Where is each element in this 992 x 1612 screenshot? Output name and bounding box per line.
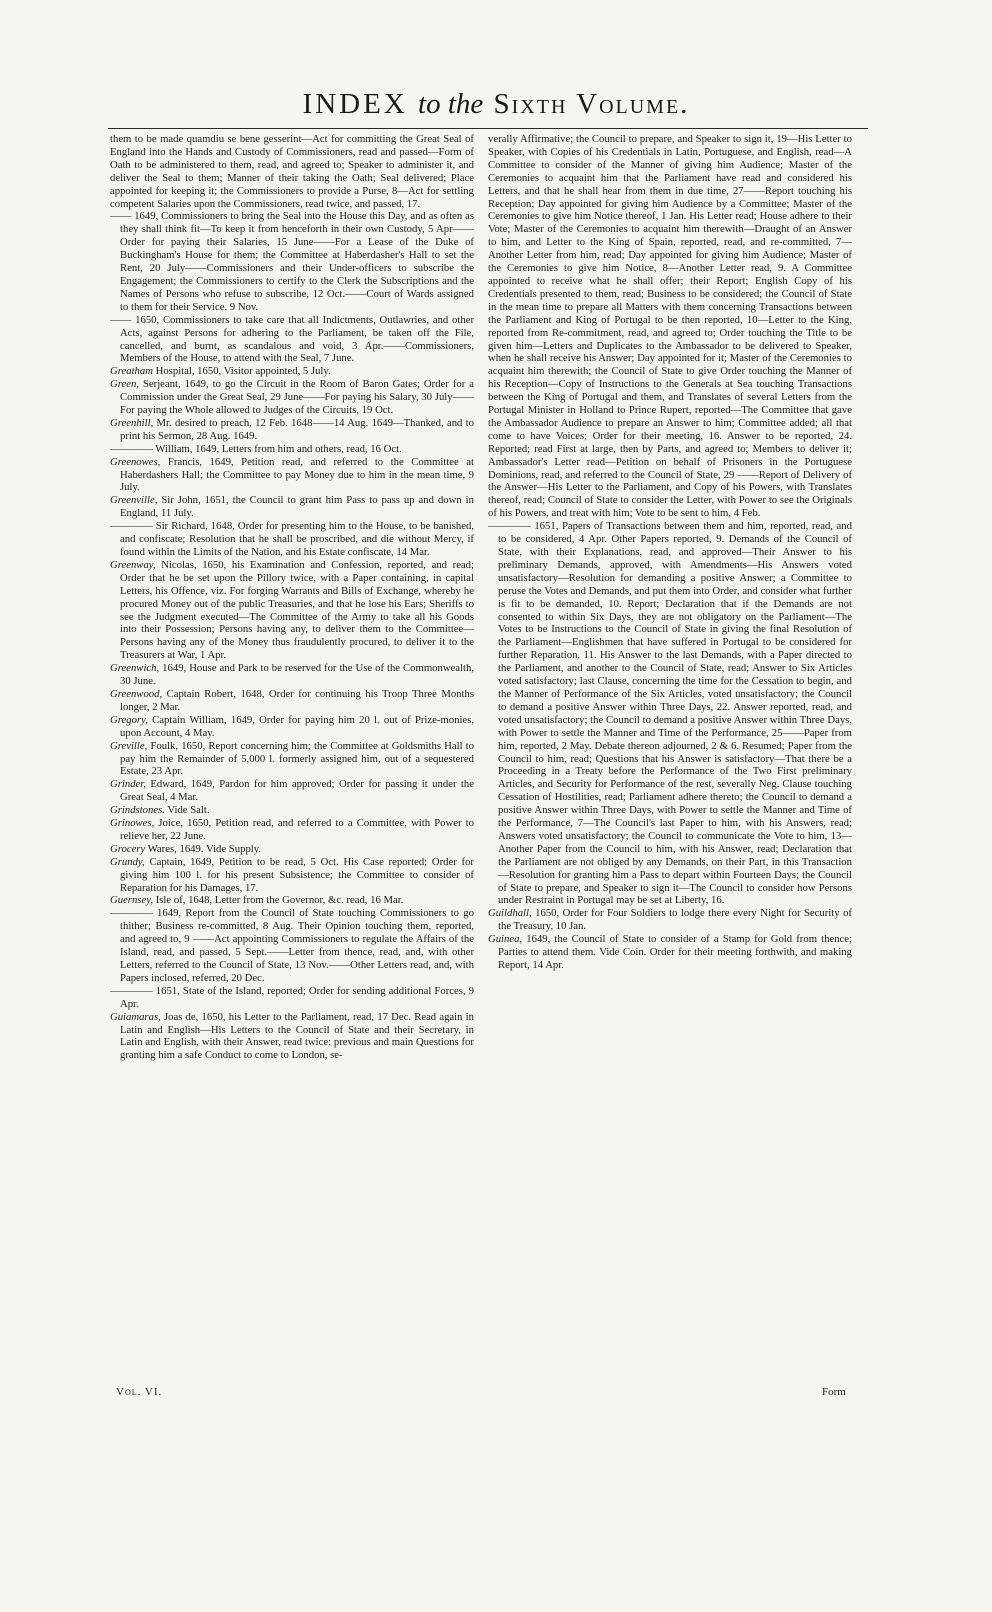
- entry-text: —— 1649, Commissioners to bring the Seal into the House this Day, and as often as they shall think fit—To keep it from henceforth in their own Custody, 5 Apr——Order for paying their Salaries, 15 June——For a Lease of the Duke of Buckingham's House for them; the Committee at Haberdasher's Hall to set the Rent, 20 July——Commissioners and their Under-officers to subscribe the Engagement; the Commissioners to certify to the Clerk the Subscriptions and the Names of Persons who refuse to subscribe, 12 Oct.——Court of Wards assigned to them for their Service. 9 Nov.: [110, 210, 474, 313]
- index-entry: [110, 778, 474, 804]
- index-entry: [110, 1011, 474, 1063]
- page-title: [0, 88, 992, 121]
- entry-heading: Greenhill,: [110, 416, 154, 429]
- title-index: INDEX: [302, 88, 408, 120]
- entry-text: Sir John, 1651, the Council to grant him Pass to pass up and down in England, 11 July.: [120, 494, 474, 520]
- entry-text: Foulk, 1650, Report concerning him; the Committee at Goldsmiths Hall to pay him the Remainder of 5,000 l. formerly assigned him, out of a sequestered Estate, 23 Apr.: [120, 739, 474, 778]
- index-entry: [110, 378, 474, 417]
- entry-heading: Grindstones.: [110, 804, 165, 817]
- entry-heading: Grocery: [110, 842, 146, 855]
- entry-text: 1650, Order for Four Soldiers to lodge there every Night for Security of the Treasury, 10 Jan.: [498, 907, 852, 933]
- entry-text: Joice, 1650, Petition read, and referred to a Committee, with Power to relieve her, 22 June.: [120, 817, 474, 842]
- index-entry: [110, 688, 474, 714]
- entry-text: Francis, 1649, Petition read, and referred to the Committee at Haberdashers Hall; the Committee to pay Money due to him in the mean time, 9 July.: [120, 455, 474, 494]
- index-entry: [110, 494, 474, 520]
- index-entry: [110, 907, 474, 984]
- entry-text: them to be made quamdiu se bene gesserint—Act for committing the Great Seal of England into the Hands and Custody of Commissioners, read and passed—Form of Oath to be administered to them, read, and agreed to; Speaker to administer it, and deliver the Seal to them; Manner of their taking the Oath; Seal delivered; Place appointed for keeping it; the Commissioners to provide a Purse, 8—Act for settling competent Salaries upon the Commissioners, read twice, and passed, 17.: [110, 133, 474, 210]
- entry-text: Edward, 1649, Pardon for him approved; Order for passing it under the Great Seal, 4 Mar.: [120, 778, 474, 804]
- entry-text: 1649, House and Park to be reserved for the Use of the Commonwealth, 30 June.: [120, 662, 474, 688]
- entry-heading: Greenwich,: [110, 662, 160, 675]
- entry-heading: Gregory,: [110, 713, 148, 726]
- entry-text: verally Affirmative; the Council to prepare, and Speaker to sign it, 19—His Letter to Speaker, with Copies of his Credentials in Latin, Portuguese, and English, read—A Committee to consider of the Manner of giving him Audience; Master of the Ceremonies to acquaint him that the Parliament have read and considered his Letters, and that he shall hear from them in due time, 27——Report touching his Reception; Day appointed for giving him Audience by a Committee; Master of the Ceremonies to give him Notice thereof, 1 Jan. His Letter read; House adhere to their Vote; Master of the Ceremonies to acquaint him therewith—Draught of an Answer to him, and Letter to the King of Spain, reported, read, and re-committed, 7—Another Letter from him, read; Day appointed for giving him Audience; Master of the Ceremonies to give him Notice, 8—Another Letter read, 9. A Committee appointed to receive what he shall offer; their Report; English Copy of his Credentials presented to them, read; Business to be considered; the Council of State in the mean time to prepare all Matters with them concerning Transactions between the Parliament and King of Portugal to be then reported, 10—Letter to the King, reported from Re-commitment, read, and agreed to; Order touching the Title to be given him—Letters and Duplicates to the Ambassador to be delivered to Speaker, when he shall receive his Answer; Day appointed for it; Master of the Ceremonies to acquaint him therewith; the Council of State to give Order touching the Manner of his Reception—Copy of Instructions to the Generals at Sea touching Transactions between the King of Portugal and them, and Translates of several Letters from the Portugal Minister in Holland to Prince Rupert, reported—The Committee that gave the Ambassador Audience to prepare an Answer to him; Committee added; all that come to have Voices; Order for their meeting, 16. Answer to be reported, 24. Reported; read First at large, then by Parts, and agreed to; Members to deliver it; Ambassador's Letter read—Petition on behalf of Prisoners in the Portuguese Dominions, read, and referred to the Council of State, 29 ——Report of Delivery of the Answer—His Letter to the Parliament, and Copy of his Powers, with Translates thereof, read; Council of State to consider the Letter, with Power to see the Originals of his Powers, and treat with him; Vote to be sent to him, 4 Feb.: [488, 133, 852, 520]
- index-entry: [110, 417, 474, 443]
- entry-heading: Grundy,: [110, 855, 145, 868]
- entry-heading: Greenwood,: [110, 687, 163, 700]
- index-entry: [488, 520, 852, 907]
- index-entry: [110, 894, 474, 907]
- index-entry: [110, 985, 474, 1011]
- index-entry: [110, 662, 474, 688]
- index-entry: [110, 559, 474, 662]
- entry-text: Captain William, 1649, Order for paying him 20 l. out of Prize-monies, upon Account, 4 May.: [120, 713, 474, 739]
- index-entry: [110, 365, 474, 378]
- title-volume: Sixth Volume.: [493, 88, 690, 120]
- entry-text: Serjeant, 1649, to go the Circuit in the Room of Baron Gates; Order for a Commission under the Great Seal, 29 June——For paying his Salary, 30 July——For paying the Whole allowed to Judges of the Circuits, 19 Oct.: [120, 378, 474, 417]
- index-entry: [110, 456, 474, 495]
- entry-text: —— 1650, Commissioners to take care that all Indictments, Outlawries, and other Acts, against Persons for adhering to the Parliament, be taken off the File, cancelled, and burnt, as scandalous and void, 3 Apr.——Commissioners, Members of the House, to attend with the Seal, 7 June.: [110, 313, 474, 365]
- entry-text: ———— 1651, Papers of Transactions between them and him, reported, read, and to be considered, 4 Apr. Other Papers reported, 9. Demands of the Council of State, with their Explanations, read, and approved—Their Answer to his preliminary Demands, approved, with Amendments—His Answers voted unsatisfactory—Resolution for demanding a positive Answer; a Committee to peruse the Votes and Demands, and put them into Order, and consider what further is fit to be demanded, 10. Report; Declaration that if the Demands are not consented to within Six Days, they are not obligatory on the Parliament—The Votes to be Instructions to the Council of State in giving the final Resolution of the Parliament—Englishmen that have suffered in Portugal to be considered for further Reparation, 11. His Answer to the last Demands, with a Paper directed to the Parliament, and another to the Council of State, read; Answer to Six Articles voted satisfactory; last Clause, concerning the time for the Cessation to begin, and the Manner of Performance of the Six Articles, voted unsatisfactory; the Council to demand a positive Answer within Three Days, 22. Answer reported, read, and voted unsatisfactory; the Council to demand a positive Answer within Three Days, with Power to settle the Manner and Time of the Performance, 25——Paper from him, reported, 2 May. Debate thereon adjourned, 2 & 6. Resumed; Paper from the Council to him, read; Questions that his Answer is satisfactory—That there be a Proceeding in a Treaty before the Performance of the Two First preliminary Articles, and Security for Performance of the rest, severally Neg. Clause touching Cessation of Hostilities, read; Parliament adhere thereto; the Council to demand a positive Answer within Three Days, with Power to settle the Manner and Time of the Performance, 7—The Council's last Paper to him, with his Answers, read; Answers voted unsatisfactory; the Council to communicate the Vote to him, 13—Another Paper from the Council to him, with his Answer, read; Declaration that the Parliament are not obliged by any Demands, on their Part, in this Transaction—Resolution for granting him a Pass to depart within Fourteen Days; the Council of State to prepare, and Speaker to sign it—The Council to consider how Persons under Restraint in Portugal may be set at Liberty, 16.: [488, 520, 852, 907]
- entry-text: Captain, 1649, Petition to be read, 5 Oct. His Case reported; Order for giving him 100 l. for his present Subsistence; the Committee to consider of Reparation for his Damages, 17.: [120, 855, 474, 894]
- entry-heading: Greville,: [110, 739, 148, 752]
- left-column: [110, 133, 474, 1062]
- entry-heading: Grinowes,: [110, 817, 155, 830]
- entry-text: Vide Salt.: [164, 804, 210, 817]
- index-entry: [488, 933, 852, 972]
- entry-heading: Greenville,: [110, 494, 158, 507]
- catchword: Form: [822, 1386, 846, 1398]
- entry-text: ———— 1651, State of the Island, reported; Order for sending additional Forces, 9 Apr.: [110, 984, 474, 1010]
- entry-heading: Guildhall,: [488, 907, 532, 920]
- index-entry: [488, 133, 852, 520]
- entry-heading: Guinea,: [488, 933, 523, 946]
- index-entry: [110, 133, 474, 210]
- entry-heading: Green,: [110, 378, 139, 391]
- entry-text: ———— Sir Richard, 1648, Order for presenting him to the House, to be banished, and confiscate; Resolution that he shall be proscribed, and die without Mercy, if found within the Limits of the Nation, and his Estate confiscate, 14 Mar.: [110, 520, 474, 558]
- index-entry: [110, 856, 474, 895]
- index-entry: [110, 714, 474, 740]
- index-entry: [110, 314, 474, 366]
- entry-heading: Guiamaras,: [110, 1010, 161, 1023]
- entry-text: Mr. desired to preach, 12 Feb. 1648——14 Aug. 1649—Thanked, and to print his Sermon, 28 Aug. 1649.: [120, 416, 474, 442]
- entry-text: Hospital, 1650, Visitor appointed, 5 July.: [152, 365, 331, 378]
- entry-text: ———— William, 1649, Letters from him and others, read, 16 Oct.: [110, 442, 402, 455]
- entry-heading: Grinder,: [110, 778, 146, 791]
- entry-text: Wares, 1649. Vide Supply.: [145, 842, 262, 855]
- entry-text: 1649, the Council of State to consider of a Stamp for Gold from thence; Parties to attend them. Vide Coin. Order for their meeting forthwith, and making Report, 14 Apr.: [498, 933, 852, 971]
- entry-text: Isle of, 1648, Letter from the Governor, &c. read, 16 Mar.: [153, 894, 404, 907]
- entry-heading: Greenowes,: [110, 455, 161, 468]
- index-entry: [110, 443, 474, 456]
- entry-text: ———— 1649, Report from the Council of State touching Commissioners to go thither; Business re-committed, 8 Aug. Their Opinion touching them, reported, and agreed to, 9 ——Act appointing Commissioners to regulate the Affairs of the Island, read, and passed, 5 Sept.——Letter from thence, read, and, with other Letters, referred to the Council of State, 13 Nov.——Other Letters read, and, with Papers inclosed, referred, 20 Dec.: [110, 907, 474, 984]
- index-entry: [110, 843, 474, 856]
- entry-heading: Greatham: [110, 365, 153, 378]
- entry-heading: Guernsey,: [110, 894, 154, 907]
- entry-text: Captain Robert, 1648, Order for continuing his Troop Three Months longer, 2 Mar.: [120, 687, 474, 713]
- index-entry: [488, 907, 852, 933]
- entry-heading: Greenway,: [110, 558, 156, 571]
- entry-text: Joas de, 1650, his Letter to the Parliament, read, 17 Dec. Read again in Latin and English—His Letters to the Council of State and their Secretary, in Latin and English, with their Answer, read twice; previous and main Questions for granting him a safe Conduct to come to London, se-: [120, 1010, 474, 1062]
- index-entry: [110, 817, 474, 843]
- header-rule: [108, 128, 868, 129]
- index-entry: [110, 520, 474, 559]
- index-entry: [110, 210, 474, 313]
- index-entry: [110, 740, 474, 779]
- entry-text: Nicolas, 1650, his Examination and Confession, reported, and read; Order that he be set upon the Pillory twice, with a Paper containing, in capital Letters, his Offence, viz. For forging Warrants and Bills of Exchange, whereby he procured Money out of the public Treasuries, and that he lose his Ears; Sheriffs to see the Judgment executed—The Committee of the Army to take all his Goods into their Possession; Persons having any, to deliver them to the Committee—Persons having any of the Money thus fraudulently procured, to deliver it to the Treasurers at War, 1 Apr.: [120, 558, 474, 662]
- volume-signature: Vol. VI.: [116, 1386, 163, 1398]
- index-entry: [110, 804, 474, 817]
- title-to-the: to the: [418, 88, 484, 120]
- right-column: [488, 133, 852, 972]
